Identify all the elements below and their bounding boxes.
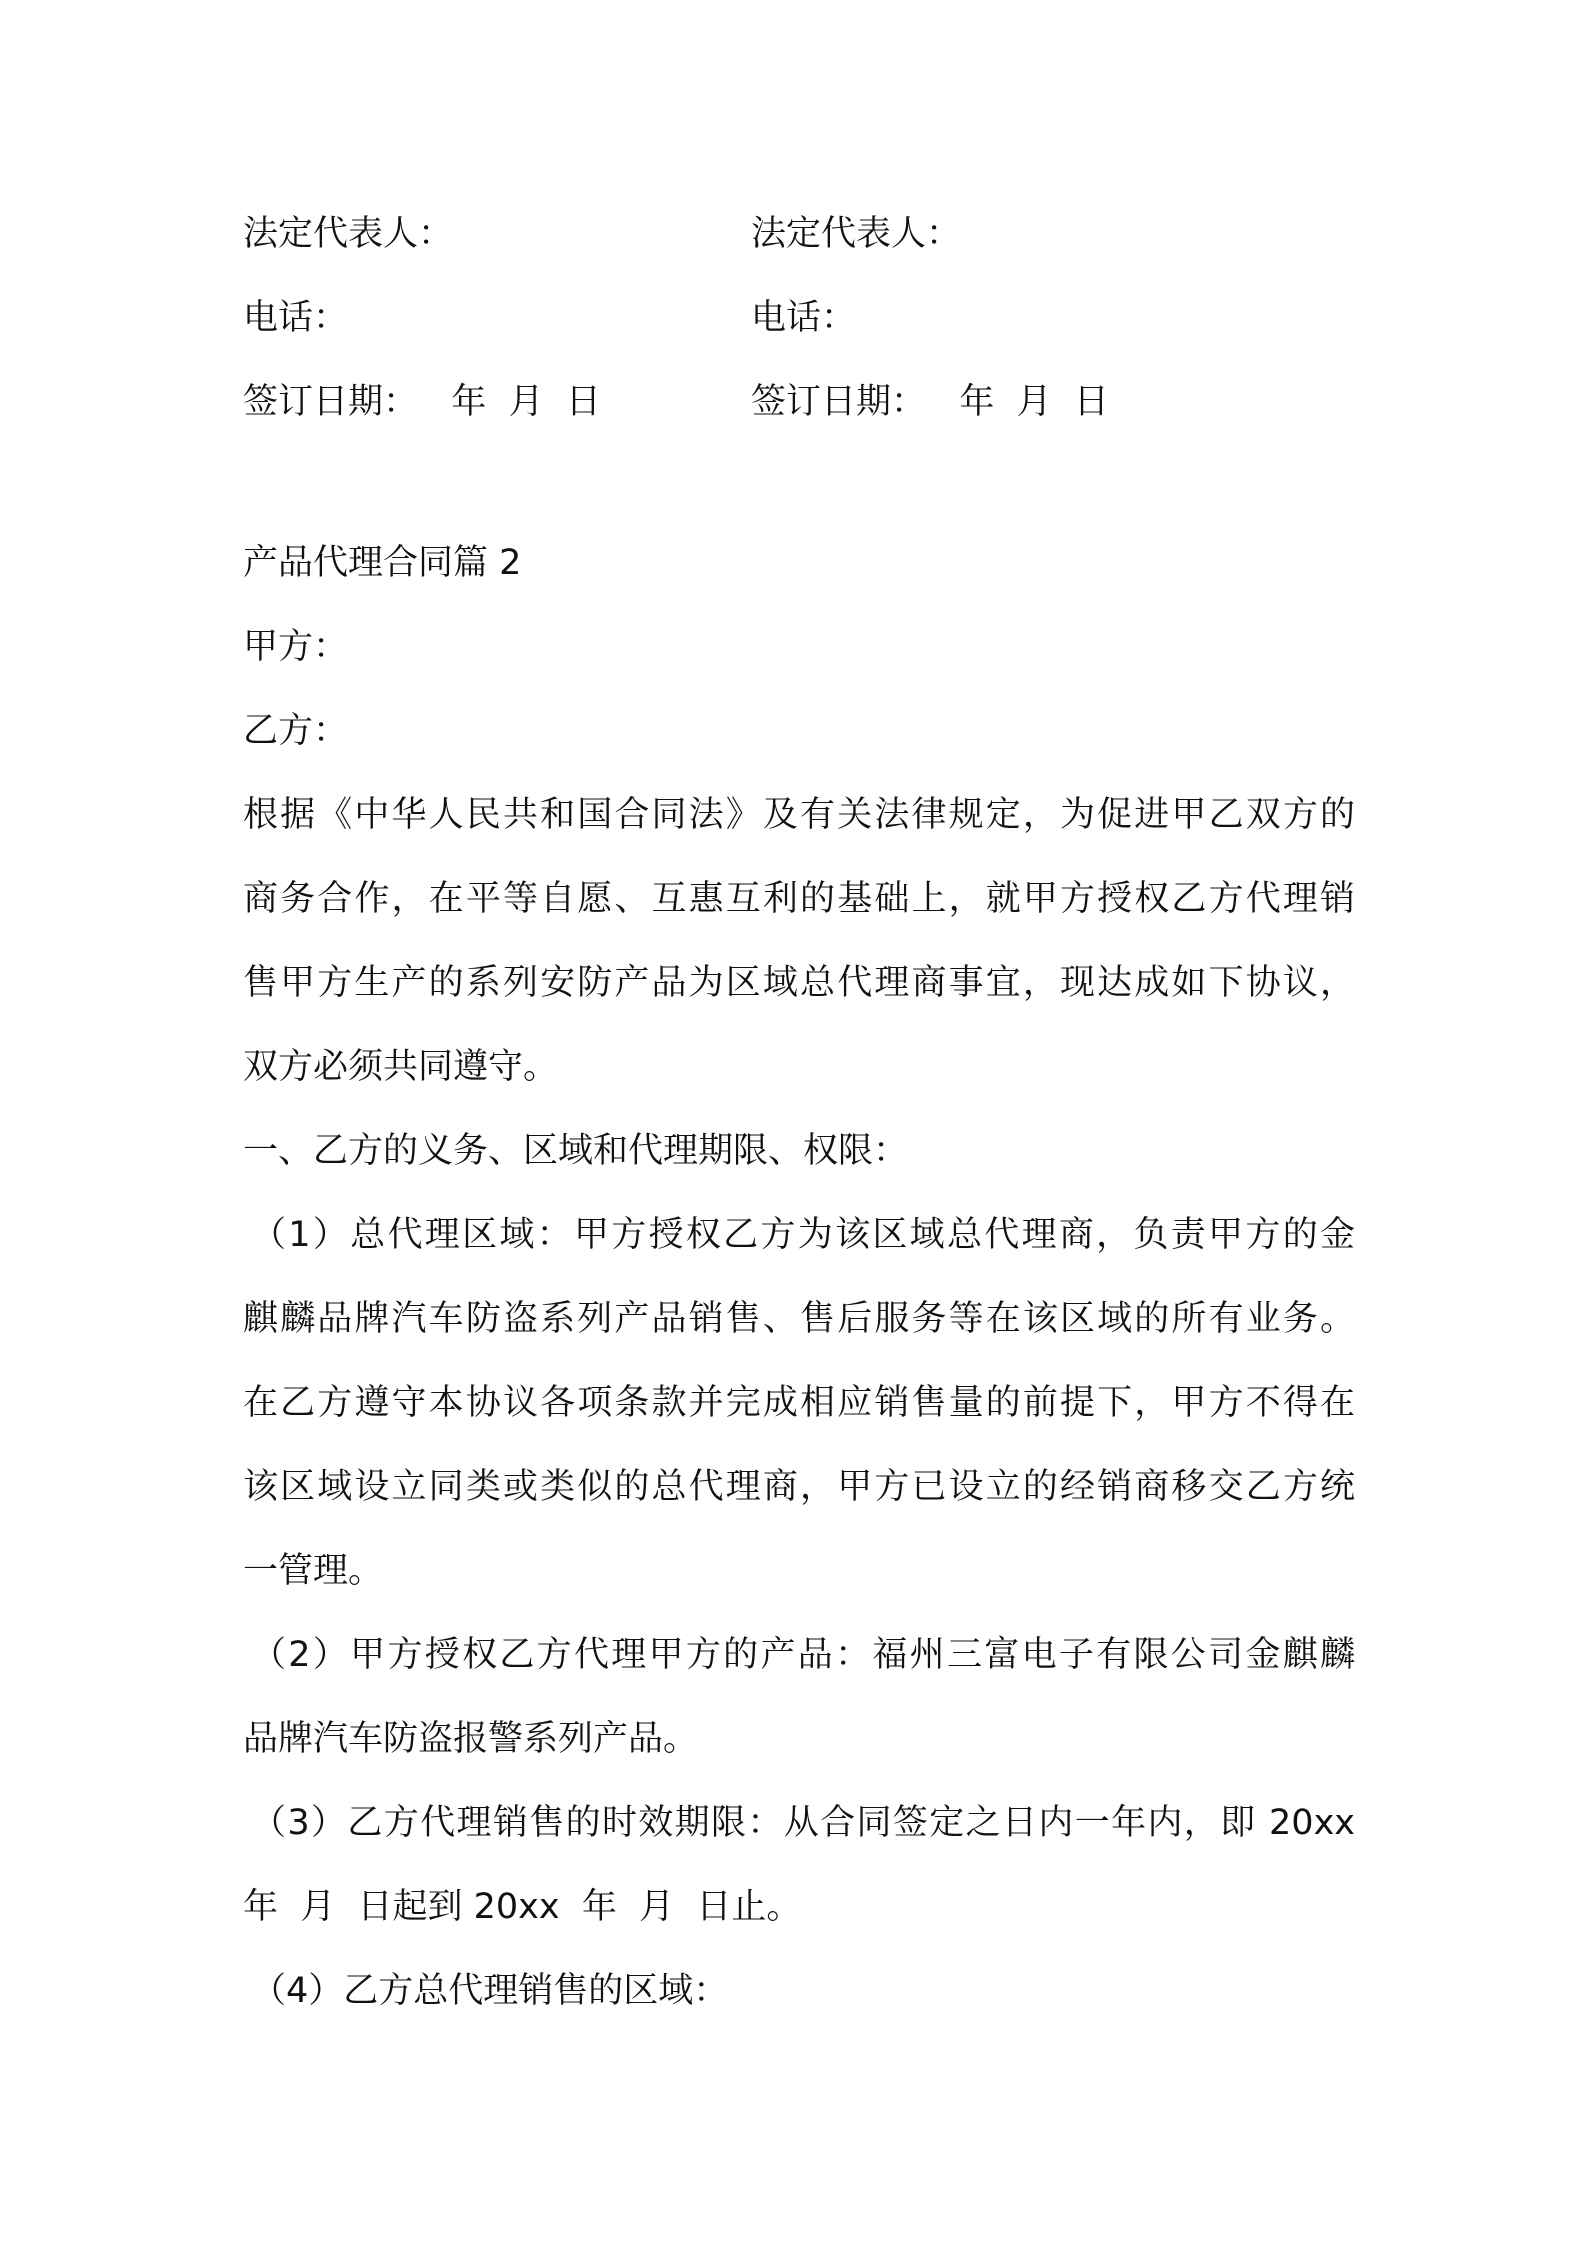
clause-2-line: 品牌汽车防盗报警系列产品。 — [243, 1719, 699, 1759]
clause-1-line: 麒麟品牌汽车防盗系列产品销售、售后服务等在该区域的所有业务。 — [243, 1299, 1355, 1339]
section-1-title: 一、乙方的义务、区域和代理期限、权限： — [243, 1131, 909, 1171]
signature-row-rep — [243, 192, 1353, 276]
clause-1-line: 该区域设立同类或类似的总代理商，甲方已设立的经销商移交乙方统 — [243, 1467, 1355, 1507]
clause-4-line: （4）乙方总代理销售的区域： — [251, 1971, 729, 2011]
clause-3-line: 年 月 日起到 20xx 年 月 日止。 — [243, 1887, 802, 1927]
party-a-label: 甲方： — [243, 627, 349, 667]
signature-row-date — [243, 360, 1353, 444]
contract-body — [243, 521, 1355, 2033]
contract-heading: 产品代理合同篇 2 — [243, 543, 522, 583]
party-a-sign-date: 签订日期： 年 月 日 — [243, 382, 601, 422]
party-a-phone: 电话： — [243, 298, 349, 338]
signature-block — [243, 192, 1353, 444]
clause-1-line: 一管理。 — [243, 1551, 384, 1591]
clause-1-line: （1）总代理区域：甲方授权乙方为该区域总代理商，负责甲方的金 — [251, 1215, 1355, 1255]
clause-1-line: 在乙方遵守本协议各项条款并完成相应销售量的前提下，甲方不得在 — [243, 1383, 1355, 1423]
party-b-sign-date: 签订日期： 年 月 日 — [751, 382, 1109, 422]
preamble-line: 根据《中华人民共和国合同法》及有关法律规定，为促进甲乙双方的 — [243, 795, 1355, 835]
party-b-legal-rep: 法定代表人： — [751, 214, 962, 254]
clause-2-line: （2）甲方授权乙方代理甲方的产品：福州三富电子有限公司金麒麟 — [251, 1635, 1355, 1675]
party-b-phone: 电话： — [751, 298, 857, 338]
party-a-legal-rep: 法定代表人： — [243, 214, 454, 254]
preamble-line: 售甲方生产的系列安防产品为区域总代理商事宜，现达成如下协议， — [243, 963, 1355, 1003]
preamble-line: 双方必须共同遵守。 — [243, 1047, 559, 1087]
preamble-line: 商务合作，在平等自愿、互惠互利的基础上，就甲方授权乙方代理销 — [243, 879, 1355, 919]
signature-row-phone — [243, 276, 1353, 360]
party-b-label: 乙方： — [243, 711, 349, 751]
clause-3-line: （3）乙方代理销售的时效期限：从合同签定之日内一年内，即 20xx — [251, 1803, 1355, 1843]
